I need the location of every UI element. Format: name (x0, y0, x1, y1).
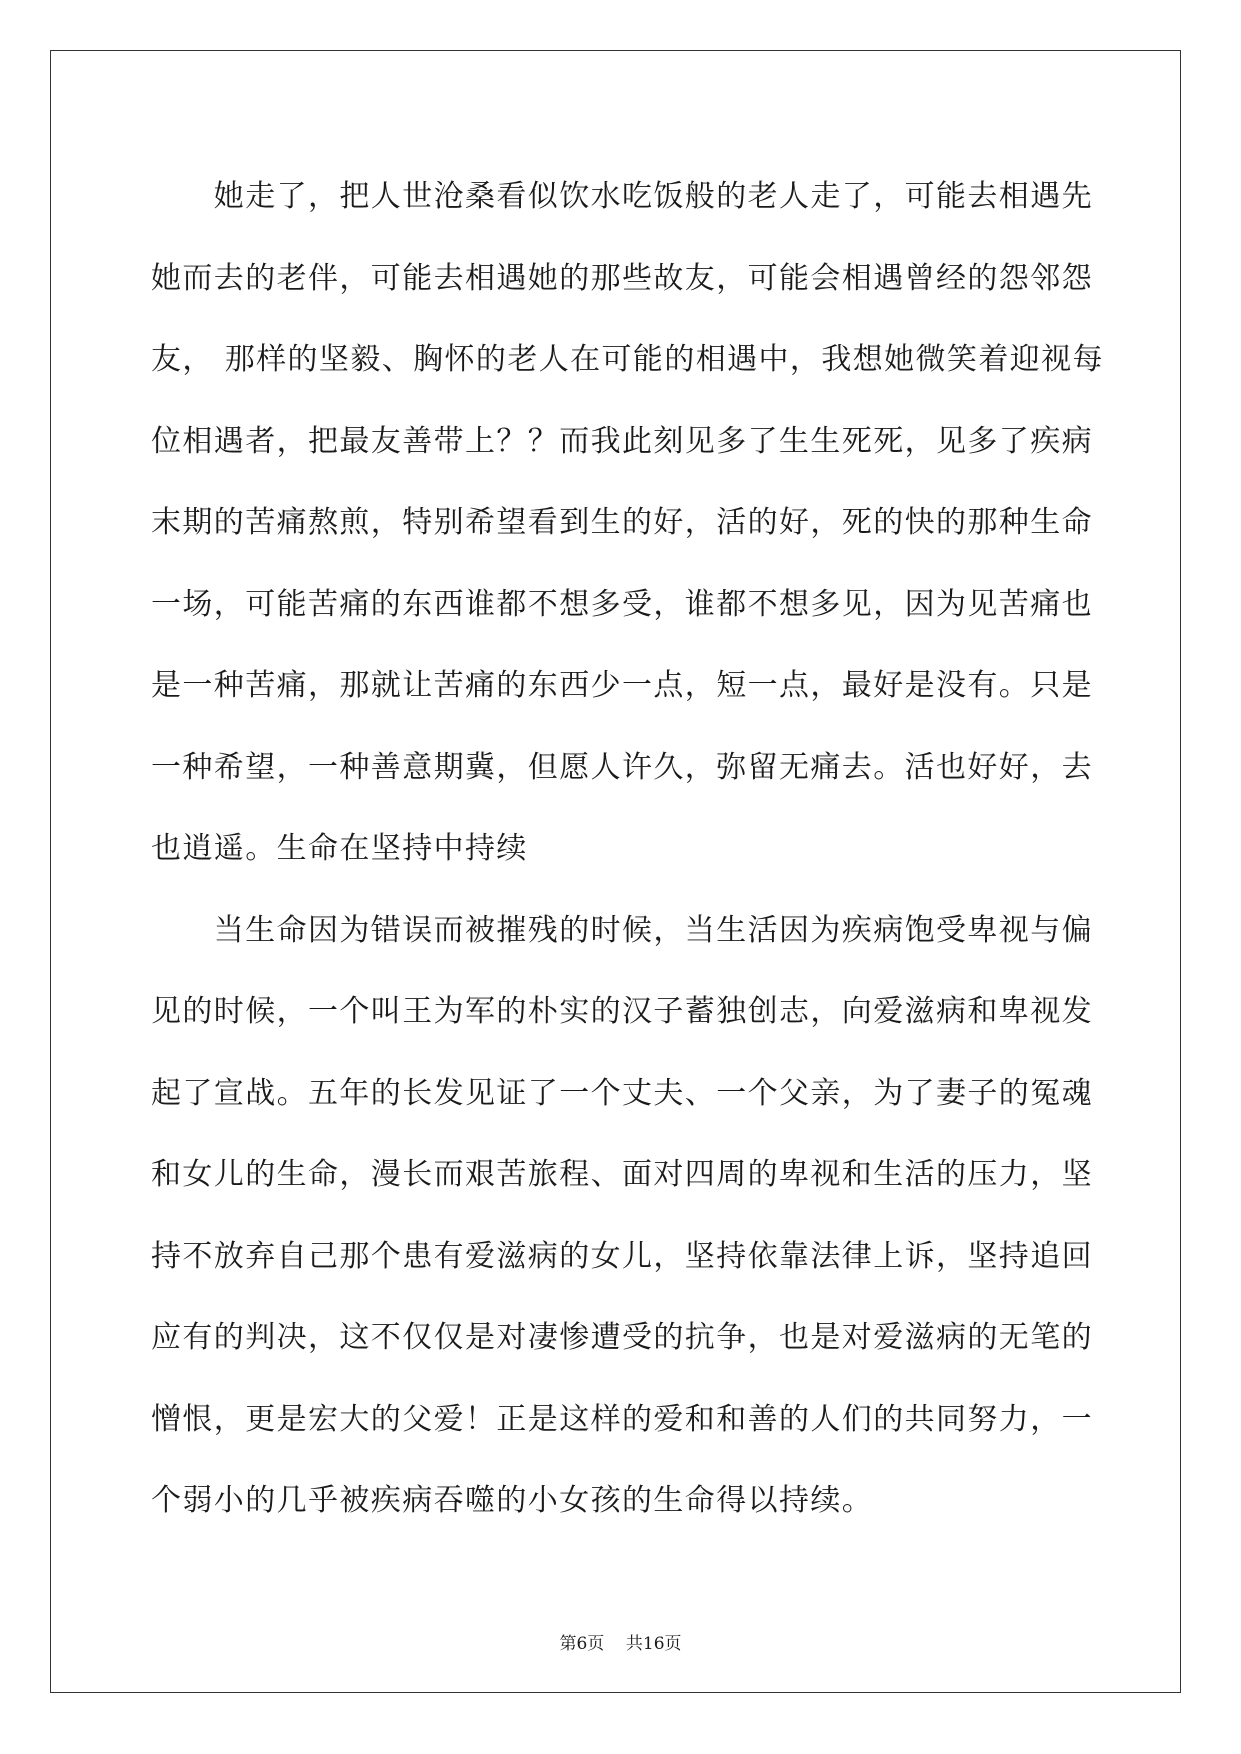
text-line: 位相遇者，把最友善带上？？而我此刻见多了生生死死，见多了疾病 (151, 423, 1093, 459)
text-line: 一种希望，一种善意期冀，但愿人许久，弥留无痛去。活也好好，去 (151, 749, 1093, 785)
page-number-footer: 第6页 共16页 (559, 1634, 682, 1654)
text-line: 她而去的老伴，可能去相遇她的那些故友，可能会相遇曾经的怨邻怨 (151, 260, 1093, 296)
text-line: 个弱小的几乎被疾病吞噬的小女孩的生命得以持续。 (151, 1483, 874, 1518)
text-line: 持不放弃自己那个患有爱滋病的女儿，坚持依靠法律上诉，坚持追回 (151, 1238, 1093, 1274)
text-line: 友， 那样的坚毅、胸怀的老人在可能的相遇中，我想她微笑着迎视每 (151, 342, 1104, 377)
text-line: 她走了，把人世沧桑看似饮水吃饭般的老人走了，可能去相遇先 (151, 179, 1093, 214)
text-line: 当生命因为错误而被摧残的时候，当生活因为疾病饱受卑视与偏 (151, 912, 1093, 948)
text-line: 和女儿的生命，漫长而艰苦旅程、面对四周的卑视和生活的压力，坚 (151, 1157, 1093, 1192)
text-line: 是一种苦痛，那就让苦痛的东西少一点，短一点，最好是没有。只是 (151, 668, 1093, 703)
text-line: 见的时候，一个叫王为军的朴实的汉子蓄独创志，向爱滋病和卑视发 (151, 994, 1093, 1029)
text-line: 末期的苦痛熬煎，特别希望看到生的好，活的好，死的快的那种生命 (151, 505, 1093, 540)
text-line: 应有的判决，这不仅仅是对凄惨遭受的抗争，也是对爱滋病的无笔的 (151, 1320, 1093, 1355)
text-line: 一场，可能苦痛的东西谁都不想多受，谁都不想多见，因为见苦痛也 (151, 586, 1093, 622)
text-line: 起了宣战。五年的长发见证了一个丈夫、一个父亲，为了妻子的冤魂 (151, 1075, 1093, 1111)
document-body (151, 156, 1104, 1542)
text-line: 憎恨，更是宏大的父爱！正是这样的爱和和善的人们的共同努力，一 (151, 1401, 1093, 1437)
text-line: 也逍遥。生命在坚持中持续 (151, 831, 528, 866)
